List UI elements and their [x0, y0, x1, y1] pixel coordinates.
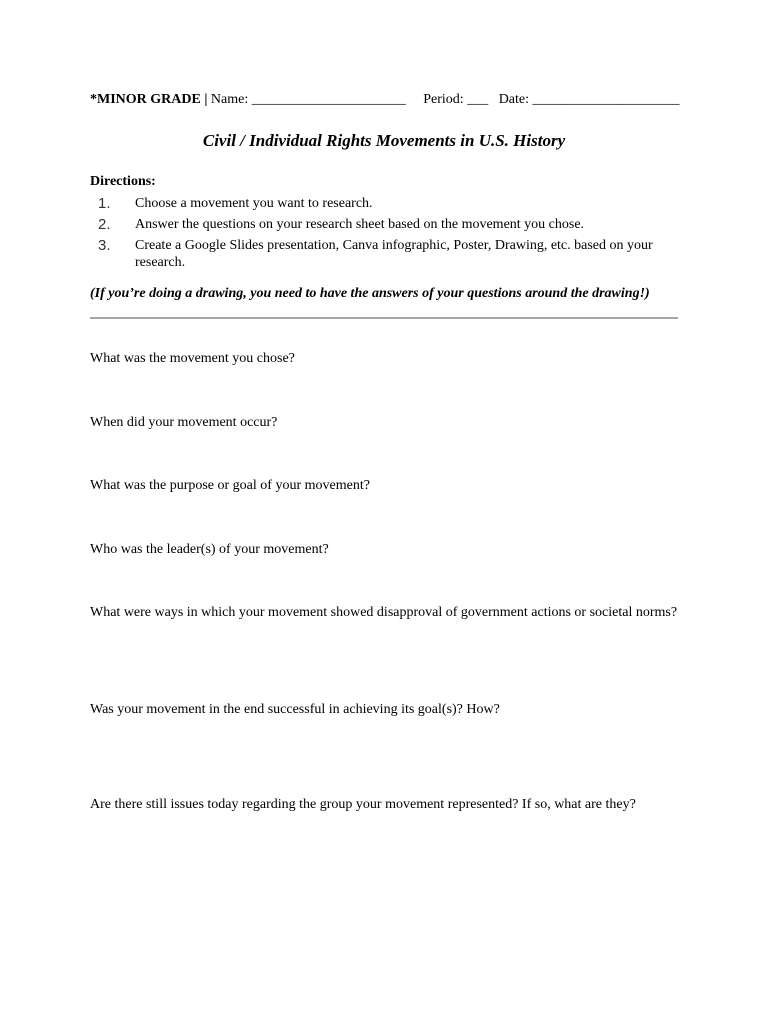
page-title: Civil / Individual Rights Movements in U.S. History	[202, 131, 566, 150]
question-leaders: Who was the leader(s) of your movement?	[90, 542, 329, 557]
drawing-note: (If you’re doing a drawing, you need to have the answers of your questions around the drawing!)	[90, 286, 650, 301]
direction-text: Create a Google Slides presentation, Canva infographic, Poster, Drawing, etc. based on your research.	[135, 238, 653, 270]
header-line	[90, 92, 680, 108]
direction-text: Answer the questions on your research sheet based on the movement you chose.	[135, 217, 585, 232]
question-purpose: What was the purpose or goal of your movement?	[90, 478, 370, 493]
question-when: When did your movement occur?	[90, 415, 278, 430]
question-issues-today: Are there still issues today regarding the group your movement represented? If so, what are they?	[90, 797, 636, 812]
question-movement: What was the movement you chose?	[90, 351, 295, 366]
directions-label: Directions:	[90, 174, 156, 189]
period-date-field: Period: ___ Date: _____________________	[405, 92, 680, 107]
direction-number: 2.	[98, 216, 111, 233]
direction-item	[90, 195, 670, 212]
direction-number: 3.	[98, 237, 111, 254]
direction-text: Choose a movement you want to research.	[135, 196, 373, 211]
direction-item	[90, 216, 670, 233]
minor-grade-label: *MINOR GRADE |	[90, 92, 208, 107]
horizontal-divider	[90, 317, 678, 319]
question-disapproval: What were ways in which your movement showed disapproval of government actions or societal norms?	[90, 605, 678, 620]
question-success: Was your movement in the end successful in achieving its goal(s)? How?	[90, 702, 500, 717]
directions-list	[90, 195, 670, 275]
direction-number: 1.	[98, 195, 111, 212]
direction-item	[90, 237, 670, 271]
name-field: Name: ______________________	[207, 92, 406, 107]
